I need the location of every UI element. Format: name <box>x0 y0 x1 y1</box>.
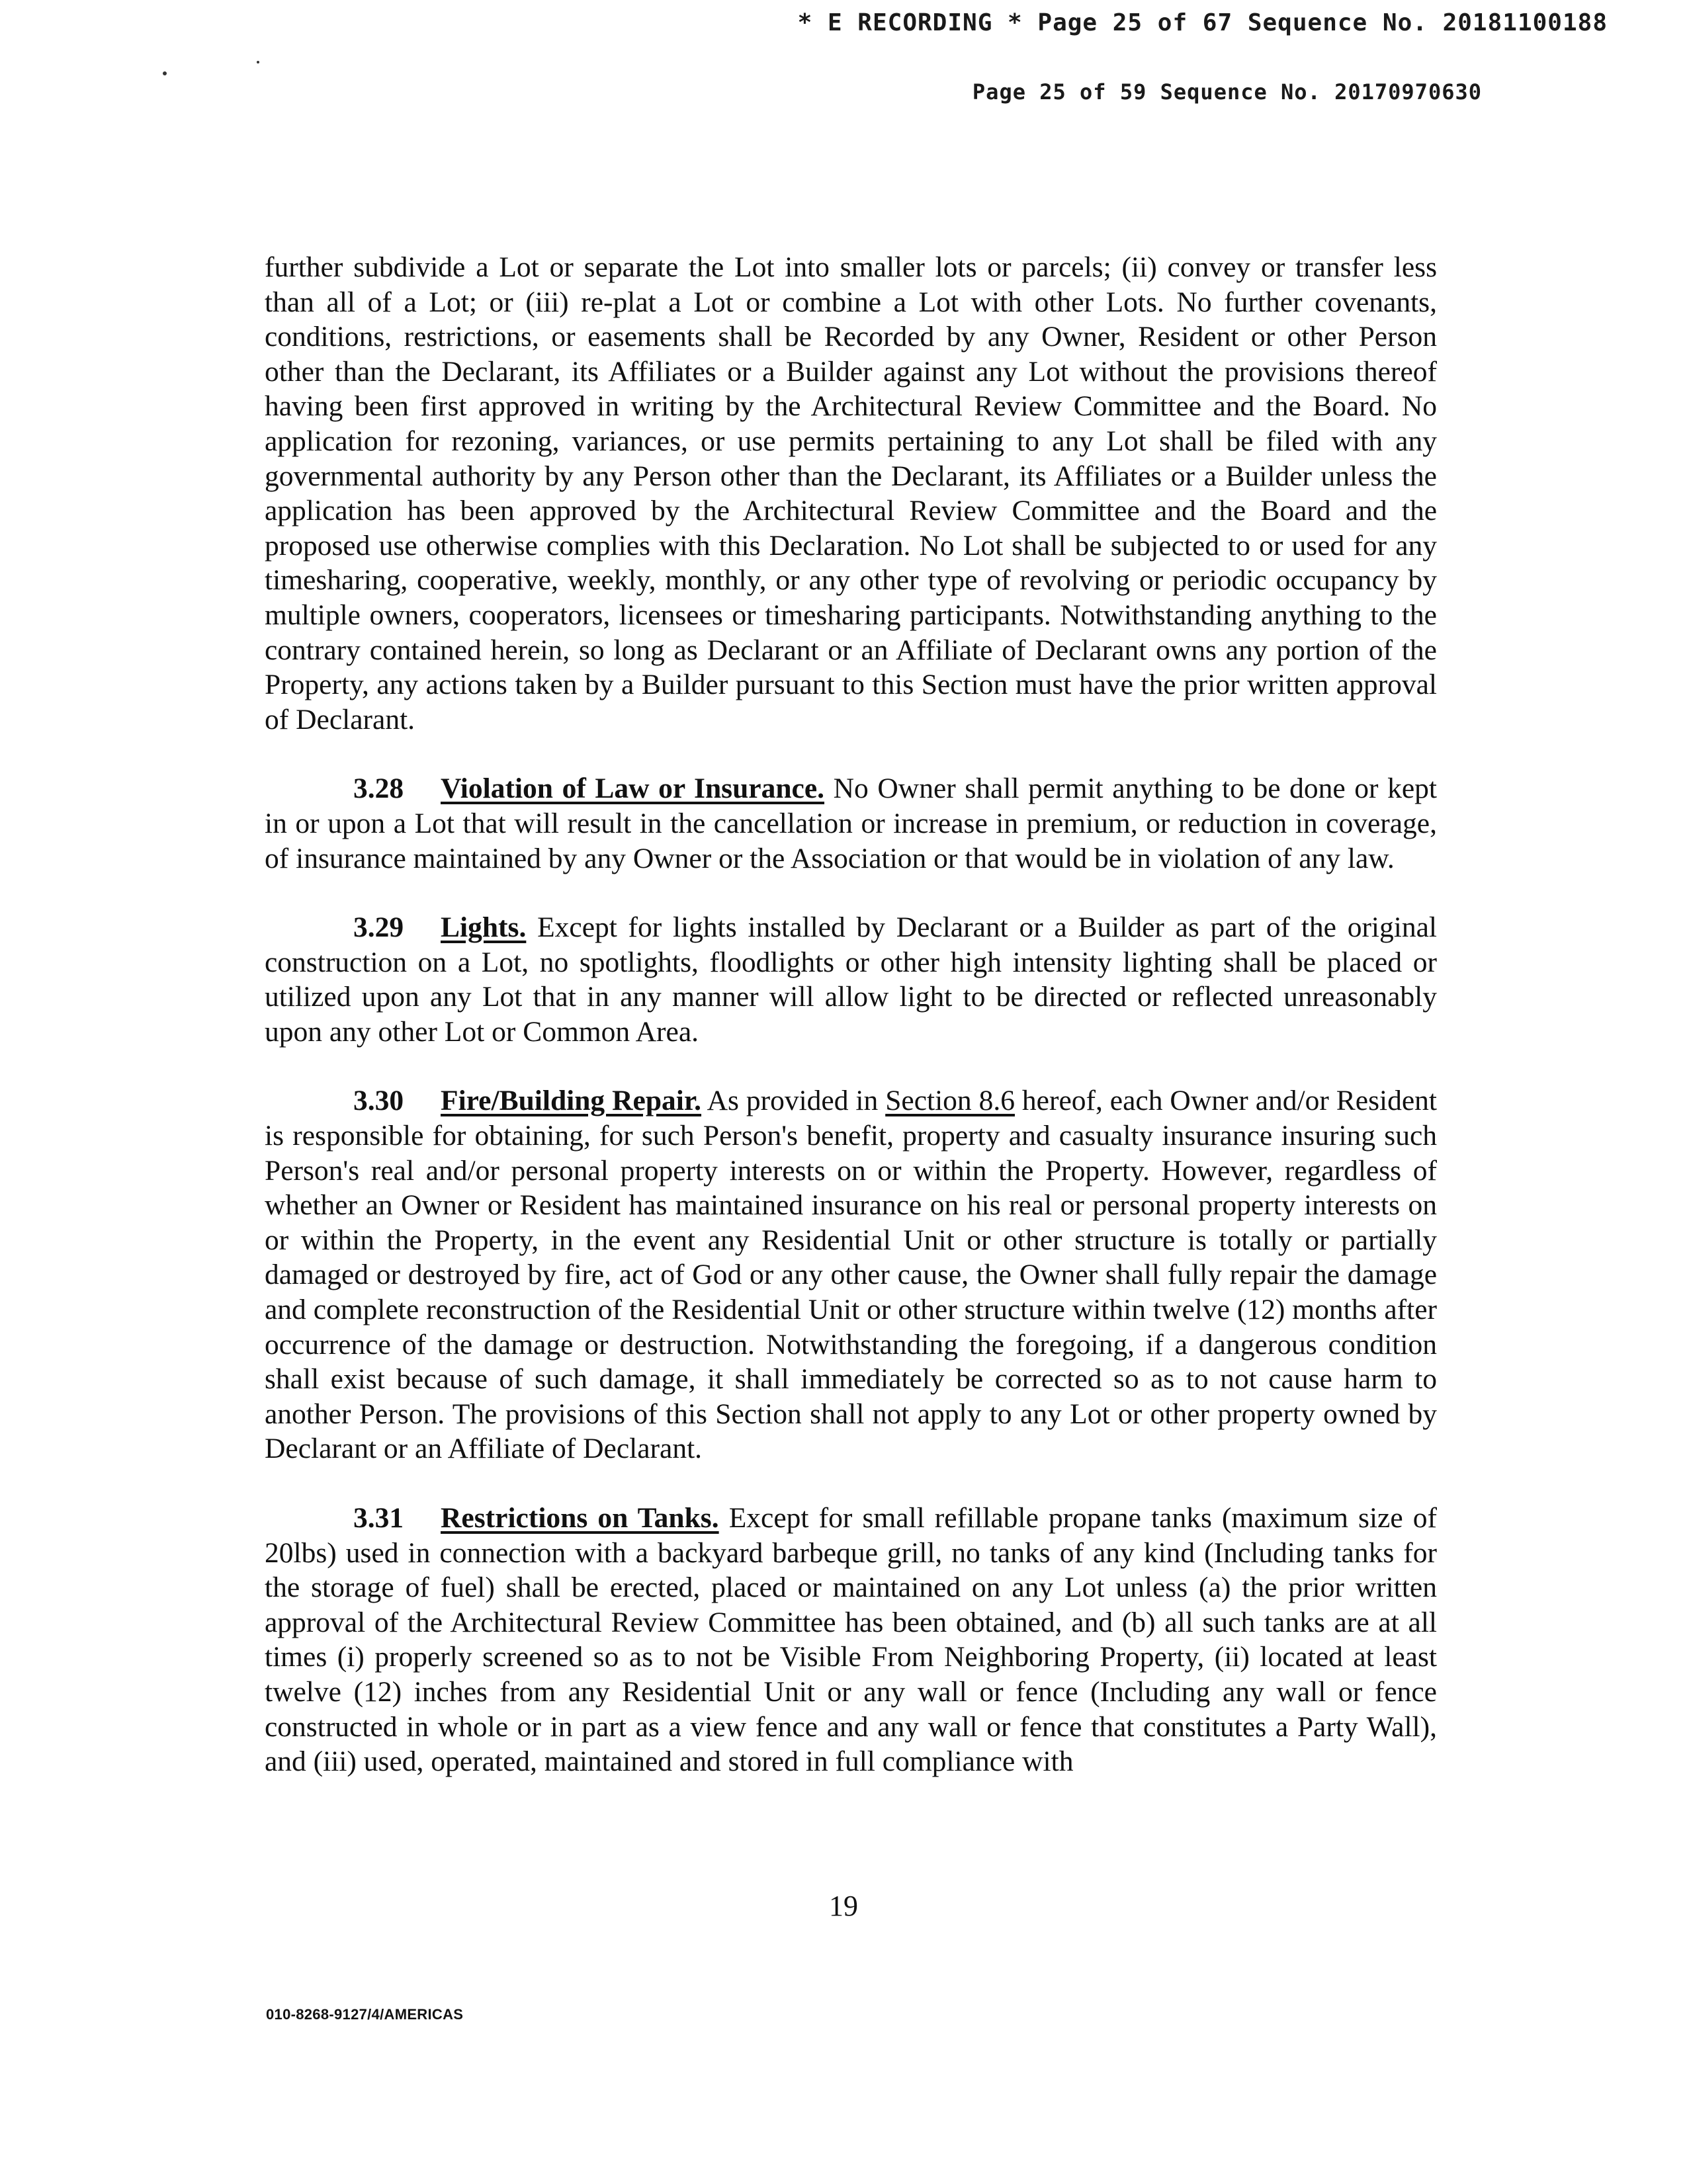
section-text: Except for lights installed by Declarant or a Builder as part of the original construction on a Lot, no spotlights, floodlights or other high intensity lighting shall be placed or utilized upon any Lot that in any manner will allow light to be directed or reflected unreasonably upon any other Lot or Common Area. <box>265 911 1438 1048</box>
original-recording-stamp: Page 25 of 59 Sequence No. 20170970630 <box>972 79 1482 105</box>
scan-speck <box>163 71 167 75</box>
section-text: hereof, each Owner and/or Resident is responsible for obtaining, for such Person's benefit, property and casualty insurance insuring such Person's real and/or personal property interests on or within the Property. However, regardless of whether an Owner or Resident has maintained insurance on his real or personal property interests on or within the Property, in the event any Residential Unit or other structure is totally or partially damaged or destroyed by fire, act of God or any other cause, the Owner shall fully repair the damage and complete reconstruction of the Residential Unit or other structure within twelve (12) months after occurrence of the damage or destruction. Notwithstanding the foregoing, if a dangerous condition shall exist because of such damage, it shall immediately be corrected so as to not cause harm to another Person. The provisions of this Section shall not apply to any Lot or other property owned by Declarant or an Affiliate of Declarant. <box>265 1085 1438 1465</box>
section-number: 3.31 <box>353 1502 404 1534</box>
section-title: Violation of Law or Insurance. <box>441 773 825 805</box>
scan-speck <box>257 61 259 63</box>
section-title: Lights. <box>441 911 527 944</box>
section-3-28 <box>265 771 1437 876</box>
section-text-intro: As provided in <box>707 1085 879 1117</box>
page-number: 19 <box>829 1890 858 1922</box>
section-cross-reference: Section 8.6 <box>885 1085 1015 1117</box>
section-text: Except for small refillable propane tanks (maximum size of 20lbs) used in connection with a backyard barbeque grill, no tanks of any kind (Including tanks for the storage of fuel) shall be erected, placed or maintained on any Lot unless (a) the prior written approval of the Architectural Review Committee has been obtained, and (b) all such tanks are at all times (i) properly screened so as to not be Visible From Neighboring Property, (ii) located at least twelve (12) inches from any Residential Unit or any wall or fence (Including any wall or fence constructed in whole or in part as a view fence and any wall or fence that constitutes a Party Wall), and (iii) used, operated, maintained and stored in full compliance with <box>265 1502 1437 1778</box>
document-id: 010-8268-9127/4/AMERICAS <box>266 2006 464 2023</box>
section-text: No Owner shall permit anything to be done or kept in or upon a Lot that will result in the cancellation or increase in premium, or reduction in coverage, of insurance maintained by any Owner or the Association or that would be in violation of any law. <box>265 773 1438 874</box>
continuation-paragraph: further subdivide a Lot or separate the Lot into smaller lots or parcels; (ii) convey or transfer less than all of a Lot; or (iii) re-plat a Lot or combine a Lot with other Lots. No further covenants, conditions, restrictions, or easements shall be Recorded by any Owner, Resident or other Person other than the Declarant, its Affiliates or a Builder against any Lot without the provisions thereof having been first approved in writing by the Architectural Review Committee and the Board. No application for rezoning, variances, or use permits pertaining to any Lot shall be filed with any governmental authority by any Person other than the Declarant, its Affiliates or a Builder unless the application has been approved by the Architectural Review Committee and the Board and the proposed use otherwise complies with this Declaration. No Lot shall be subjected to or used for any timesharing, cooperative, weekly, monthly, or any other type of revolving or periodic occupancy by multiple owners, cooperators, licensees or timesharing participants. Notwithstanding anything to the contrary contained herein, so long as Declarant or an Affiliate of Declarant owns any portion of the Property, any actions taken by a Builder pursuant to this Section must have the prior written approval of Declarant. <box>265 251 1437 735</box>
recording-stamp: * E RECORDING * Page 25 of 67 Sequence No. 20181100188 <box>797 9 1608 36</box>
section-number: 3.28 <box>353 773 404 805</box>
section-3-30 <box>265 1083 1437 1466</box>
section-number: 3.30 <box>353 1085 404 1117</box>
section-3-31 <box>265 1501 1437 1779</box>
section-number: 3.29 <box>353 911 404 944</box>
document-body <box>265 250 1437 1814</box>
section-title: Fire/Building Repair. <box>441 1085 702 1117</box>
section-3-29 <box>265 910 1437 1049</box>
section-title: Restrictions on Tanks. <box>441 1502 719 1534</box>
